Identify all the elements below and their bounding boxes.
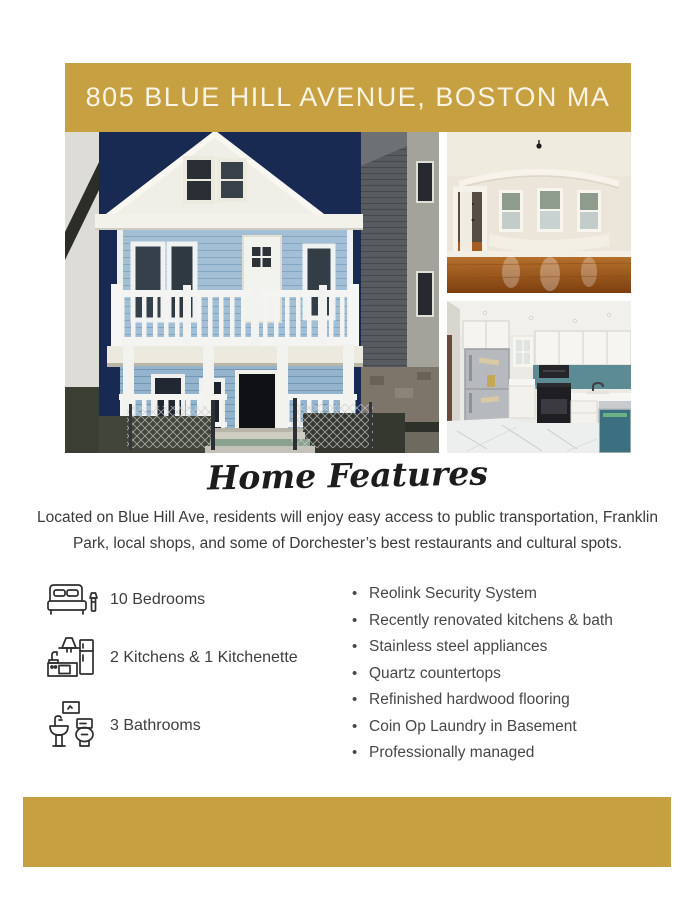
living-room-photo xyxy=(447,132,631,293)
stat-bedrooms-label: 10 Bedrooms xyxy=(110,591,206,608)
address-banner xyxy=(65,63,631,132)
bed-icon xyxy=(46,580,98,620)
living-room-illustration xyxy=(447,132,631,293)
amenity-item: • Stainless steel appliances xyxy=(351,634,671,661)
footer-accent-bar xyxy=(23,797,671,867)
address-title: 805 BLUE HILL AVENUE, BOSTON MA xyxy=(85,82,611,112)
kitchen-illustration xyxy=(447,301,631,453)
stat-bedrooms xyxy=(46,580,205,620)
house-exterior-illustration xyxy=(65,132,439,453)
amenity-item: • Quartz countertops xyxy=(351,661,671,688)
amenity-item: • Recently renovated kitchens & bath xyxy=(351,608,671,635)
stat-bathrooms-label: 3 Bathrooms xyxy=(110,717,201,734)
amenity-item: • Professionally managed xyxy=(351,740,671,767)
stat-kitchens-label: 2 Kitchens & 1 Kitchenette xyxy=(110,649,298,666)
kitchen-icon xyxy=(46,634,98,682)
stat-kitchens xyxy=(46,634,298,682)
house-exterior-photo xyxy=(65,132,439,453)
section-heading: Home Features xyxy=(206,453,489,498)
amenity-item: • Coin Op Laundry in Basement xyxy=(351,714,671,741)
kitchen-photo xyxy=(447,301,631,453)
amenity-item: • Refinished hardwood flooring xyxy=(351,687,671,714)
bathroom-icon xyxy=(46,700,98,752)
stat-bathrooms xyxy=(46,700,201,752)
description-paragraph: Located on Blue Hill Ave, residents will enjoy easy access to public transportation, Franklin Park, local shops, and some of Dorchester’s best restaurants and cultural spots. xyxy=(37,509,658,552)
amenities-list xyxy=(351,581,671,767)
amenity-item: • Reolink Security System xyxy=(351,581,671,608)
